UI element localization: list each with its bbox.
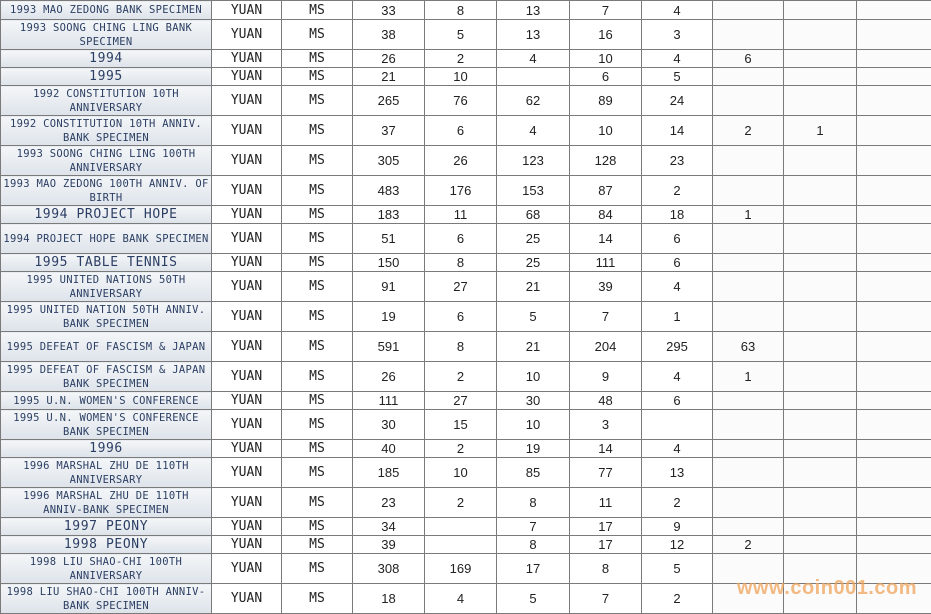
count-cell: 17	[570, 536, 642, 554]
count-cell: 265	[353, 86, 425, 116]
count-cell	[857, 488, 931, 518]
count-cell	[784, 86, 857, 116]
count-cell: 2	[642, 488, 713, 518]
count-cell: 2	[713, 116, 784, 146]
count-cell: 13	[497, 20, 570, 50]
count-cell	[713, 410, 784, 440]
count-cell: 25	[497, 254, 570, 272]
count-cell: 19	[353, 302, 425, 332]
count-cell: 8	[497, 536, 570, 554]
coin-name-cell: 1995 UNITED NATIONS 50TH ANNIVERSARY	[1, 272, 212, 302]
denomination-cell: YUAN	[212, 1, 282, 20]
grade-cell: MS	[282, 224, 353, 254]
count-cell: 295	[642, 332, 713, 362]
count-cell: 8	[425, 332, 497, 362]
grade-cell: MS	[282, 554, 353, 584]
denomination-cell: YUAN	[212, 224, 282, 254]
count-cell	[713, 302, 784, 332]
grade-cell: MS	[282, 68, 353, 86]
count-cell	[497, 68, 570, 86]
table-row	[1, 206, 931, 224]
count-cell: 21	[353, 68, 425, 86]
count-cell	[784, 20, 857, 50]
count-cell: 10	[497, 362, 570, 392]
count-cell: 39	[570, 272, 642, 302]
count-cell: 1	[642, 302, 713, 332]
count-cell: 1	[713, 362, 784, 392]
count-cell: 6	[425, 224, 497, 254]
coin-name-cell: 1996 MARSHAL ZHU DE 110TH ANNIVERSARY	[1, 458, 212, 488]
count-cell	[784, 1, 857, 20]
denomination-cell: YUAN	[212, 20, 282, 50]
denomination-cell: YUAN	[212, 254, 282, 272]
count-cell	[713, 1, 784, 20]
count-cell	[857, 518, 931, 536]
count-cell: 185	[353, 458, 425, 488]
table-row	[1, 518, 931, 536]
count-cell	[784, 458, 857, 488]
coin-name-cell: 1995	[1, 68, 212, 86]
table-row	[1, 536, 931, 554]
count-cell	[857, 362, 931, 392]
count-cell: 5	[497, 302, 570, 332]
count-cell: 8	[570, 554, 642, 584]
coin-name-cell: 1998 LIU SHAO-CHI 100TH ANNIV-BANK SPECIMEN	[1, 584, 212, 614]
table-row	[1, 458, 931, 488]
count-cell: 14	[570, 224, 642, 254]
count-cell: 33	[353, 1, 425, 20]
count-cell	[713, 440, 784, 458]
coin-name-cell: 1998 LIU SHAO-CHI 100TH ANNIVERSARY	[1, 554, 212, 584]
table-row	[1, 362, 931, 392]
count-cell	[784, 440, 857, 458]
count-cell	[784, 302, 857, 332]
count-cell: 305	[353, 146, 425, 176]
count-cell: 51	[353, 224, 425, 254]
count-cell: 10	[425, 68, 497, 86]
count-cell: 2	[425, 440, 497, 458]
count-cell	[784, 332, 857, 362]
denomination-cell: YUAN	[212, 554, 282, 584]
count-cell: 3	[642, 20, 713, 50]
grade-cell: MS	[282, 254, 353, 272]
count-cell: 26	[425, 146, 497, 176]
count-cell: 14	[642, 116, 713, 146]
grade-cell: MS	[282, 1, 353, 20]
count-cell: 6	[713, 50, 784, 68]
grade-cell: MS	[282, 116, 353, 146]
count-cell: 19	[497, 440, 570, 458]
count-cell	[857, 224, 931, 254]
count-cell: 48	[570, 392, 642, 410]
count-cell: 1	[713, 206, 784, 224]
count-cell: 4	[497, 50, 570, 68]
grade-cell: MS	[282, 458, 353, 488]
table-row	[1, 440, 931, 458]
count-cell	[784, 146, 857, 176]
count-cell: 13	[497, 1, 570, 20]
table-row	[1, 20, 931, 50]
grade-cell: MS	[282, 440, 353, 458]
count-cell	[784, 362, 857, 392]
count-cell: 176	[425, 176, 497, 206]
count-cell: 7	[497, 518, 570, 536]
grade-cell: MS	[282, 206, 353, 224]
table-row	[1, 146, 931, 176]
count-cell	[784, 272, 857, 302]
count-cell: 308	[353, 554, 425, 584]
count-cell: 169	[425, 554, 497, 584]
count-cell: 6	[425, 116, 497, 146]
count-cell: 153	[497, 176, 570, 206]
denomination-cell: YUAN	[212, 68, 282, 86]
grade-cell: MS	[282, 20, 353, 50]
count-cell: 21	[497, 272, 570, 302]
grade-cell: MS	[282, 50, 353, 68]
table-row	[1, 488, 931, 518]
coin-name-cell: 1993 SOONG CHING LING BANK SPECIMEN	[1, 20, 212, 50]
table-row	[1, 50, 931, 68]
count-cell	[425, 518, 497, 536]
grade-cell: MS	[282, 146, 353, 176]
count-cell	[857, 50, 931, 68]
count-cell: 27	[425, 392, 497, 410]
grade-cell: MS	[282, 302, 353, 332]
count-cell: 10	[425, 458, 497, 488]
coin-name-cell: 1993 SOONG CHING LING 100TH ANNIVERSARY	[1, 146, 212, 176]
count-cell	[857, 410, 931, 440]
count-cell	[784, 410, 857, 440]
count-cell: 21	[497, 332, 570, 362]
count-cell	[857, 176, 931, 206]
count-cell: 40	[353, 440, 425, 458]
count-cell: 6	[642, 254, 713, 272]
count-cell	[857, 116, 931, 146]
count-cell: 18	[642, 206, 713, 224]
count-cell: 8	[497, 488, 570, 518]
coin-name-cell: 1997 PEONY	[1, 518, 212, 536]
count-cell: 4	[425, 584, 497, 614]
denomination-cell: YUAN	[212, 116, 282, 146]
count-cell: 483	[353, 176, 425, 206]
denomination-cell: YUAN	[212, 410, 282, 440]
grade-cell: MS	[282, 536, 353, 554]
count-cell	[713, 176, 784, 206]
count-cell: 2	[642, 176, 713, 206]
count-cell: 8	[425, 254, 497, 272]
grade-cell: MS	[282, 272, 353, 302]
table-row	[1, 116, 931, 146]
coin-name-cell: 1995 DEFEAT OF FASCISM & JAPAN	[1, 332, 212, 362]
grade-cell: MS	[282, 332, 353, 362]
table-row	[1, 410, 931, 440]
coin-name-cell: 1996	[1, 440, 212, 458]
count-cell: 123	[497, 146, 570, 176]
count-cell: 30	[497, 392, 570, 410]
count-cell: 23	[642, 146, 713, 176]
count-cell: 7	[570, 584, 642, 614]
denomination-cell: YUAN	[212, 332, 282, 362]
count-cell: 111	[353, 392, 425, 410]
count-cell: 4	[497, 116, 570, 146]
coin-name-cell: 1993 MAO ZEDONG 100TH ANNIV. OF BIRTH	[1, 176, 212, 206]
count-cell: 4	[642, 50, 713, 68]
denomination-cell: YUAN	[212, 50, 282, 68]
count-cell: 39	[353, 536, 425, 554]
count-cell: 7	[570, 1, 642, 20]
table-row	[1, 68, 931, 86]
table-row	[1, 272, 931, 302]
count-cell: 5	[497, 584, 570, 614]
count-cell: 9	[570, 362, 642, 392]
count-cell: 204	[570, 332, 642, 362]
table-row	[1, 392, 931, 410]
denomination-cell: YUAN	[212, 518, 282, 536]
count-cell: 17	[497, 554, 570, 584]
count-cell	[857, 254, 931, 272]
coin-name-cell: 1994 PROJECT HOPE BANK SPECIMEN	[1, 224, 212, 254]
count-cell	[713, 518, 784, 536]
count-cell: 34	[353, 518, 425, 536]
count-cell	[784, 176, 857, 206]
grade-cell: MS	[282, 488, 353, 518]
denomination-cell: YUAN	[212, 272, 282, 302]
count-cell	[713, 272, 784, 302]
grade-cell: MS	[282, 518, 353, 536]
coin-name-cell: 1992 CONSTITUTION 10TH ANNIV. BANK SPECIMEN	[1, 116, 212, 146]
coin-name-cell: 1993 MAO ZEDONG BANK SPECIMEN	[1, 1, 212, 20]
count-cell: 87	[570, 176, 642, 206]
count-cell: 5	[642, 554, 713, 584]
coin-name-cell: 1995 UNITED NATION 50TH ANNIV. BANK SPECIMEN	[1, 302, 212, 332]
count-cell	[784, 68, 857, 86]
denomination-cell: YUAN	[212, 458, 282, 488]
denomination-cell: YUAN	[212, 176, 282, 206]
coin-name-cell: 1995 DEFEAT OF FASCISM & JAPAN BANK SPECIMEN	[1, 362, 212, 392]
count-cell: 77	[570, 458, 642, 488]
count-cell	[857, 272, 931, 302]
count-cell: 17	[570, 518, 642, 536]
count-cell: 4	[642, 440, 713, 458]
count-cell: 2	[425, 362, 497, 392]
count-cell	[857, 20, 931, 50]
count-cell: 1	[784, 116, 857, 146]
grade-cell: MS	[282, 362, 353, 392]
count-cell	[713, 224, 784, 254]
count-cell: 3	[570, 410, 642, 440]
denomination-cell: YUAN	[212, 536, 282, 554]
count-cell: 10	[570, 50, 642, 68]
count-cell: 183	[353, 206, 425, 224]
denomination-cell: YUAN	[212, 86, 282, 116]
denomination-cell: YUAN	[212, 440, 282, 458]
count-cell	[713, 20, 784, 50]
count-cell: 10	[497, 410, 570, 440]
count-cell: 13	[642, 458, 713, 488]
count-cell	[857, 332, 931, 362]
count-cell	[784, 488, 857, 518]
count-cell: 62	[497, 86, 570, 116]
count-cell: 12	[642, 536, 713, 554]
count-cell: 4	[642, 272, 713, 302]
coin-name-cell: 1992 CONSTITUTION 10TH ANNIVERSARY	[1, 86, 212, 116]
count-cell	[784, 536, 857, 554]
coin-name-cell: 1995 U.N. WOMEN'S CONFERENCE BANK SPECIMEN	[1, 410, 212, 440]
count-cell: 5	[642, 68, 713, 86]
grade-cell: MS	[282, 584, 353, 614]
count-cell: 26	[353, 50, 425, 68]
count-cell: 76	[425, 86, 497, 116]
count-cell	[857, 1, 931, 20]
count-cell	[713, 146, 784, 176]
count-cell: 27	[425, 272, 497, 302]
grade-cell: MS	[282, 86, 353, 116]
count-cell	[784, 50, 857, 68]
count-cell: 2	[425, 488, 497, 518]
count-cell: 68	[497, 206, 570, 224]
count-cell: 14	[570, 440, 642, 458]
coin-name-cell: 1996 MARSHAL ZHU DE 110TH ANNIV-BANK SPECIMEN	[1, 488, 212, 518]
count-cell: 24	[642, 86, 713, 116]
count-cell: 37	[353, 116, 425, 146]
count-cell: 2	[713, 536, 784, 554]
count-cell	[784, 392, 857, 410]
count-cell: 8	[425, 1, 497, 20]
count-cell: 11	[570, 488, 642, 518]
count-cell	[857, 146, 931, 176]
coin-name-cell: 1994	[1, 50, 212, 68]
count-cell: 84	[570, 206, 642, 224]
denomination-cell: YUAN	[212, 392, 282, 410]
count-cell: 18	[353, 584, 425, 614]
count-cell: 128	[570, 146, 642, 176]
count-cell	[857, 302, 931, 332]
denomination-cell: YUAN	[212, 488, 282, 518]
count-cell	[784, 206, 857, 224]
count-cell: 26	[353, 362, 425, 392]
count-cell	[857, 458, 931, 488]
count-cell	[857, 68, 931, 86]
count-cell: 25	[497, 224, 570, 254]
coin-name-cell: 1998 PEONY	[1, 536, 212, 554]
count-cell: 63	[713, 332, 784, 362]
table-body	[1, 1, 931, 614]
count-cell: 89	[570, 86, 642, 116]
count-cell: 4	[642, 362, 713, 392]
count-cell: 6	[642, 224, 713, 254]
count-cell	[857, 206, 931, 224]
count-cell: 5	[425, 20, 497, 50]
count-cell: 15	[425, 410, 497, 440]
count-cell	[857, 440, 931, 458]
count-cell: 150	[353, 254, 425, 272]
count-cell: 4	[642, 1, 713, 20]
count-cell: 30	[353, 410, 425, 440]
table-row	[1, 1, 931, 20]
count-cell: 11	[425, 206, 497, 224]
count-cell	[713, 86, 784, 116]
count-cell: 38	[353, 20, 425, 50]
coin-name-cell: 1994 PROJECT HOPE	[1, 206, 212, 224]
denomination-cell: YUAN	[212, 146, 282, 176]
count-cell	[713, 254, 784, 272]
denomination-cell: YUAN	[212, 362, 282, 392]
table-row	[1, 302, 931, 332]
count-cell	[713, 488, 784, 518]
count-cell	[642, 410, 713, 440]
count-cell	[784, 254, 857, 272]
count-cell	[713, 392, 784, 410]
count-cell: 6	[570, 68, 642, 86]
table-row	[1, 224, 931, 254]
count-cell	[857, 536, 931, 554]
count-cell	[425, 536, 497, 554]
coin-name-cell: 1995 U.N. WOMEN'S CONFERENCE	[1, 392, 212, 410]
count-cell: 9	[642, 518, 713, 536]
table-row	[1, 176, 931, 206]
count-cell: 2	[642, 584, 713, 614]
grade-cell: MS	[282, 392, 353, 410]
count-cell: 85	[497, 458, 570, 488]
denomination-cell: YUAN	[212, 584, 282, 614]
count-cell	[713, 458, 784, 488]
count-cell: 10	[570, 116, 642, 146]
count-cell	[857, 86, 931, 116]
count-cell	[784, 224, 857, 254]
count-cell: 7	[570, 302, 642, 332]
count-cell: 23	[353, 488, 425, 518]
coin-name-cell: 1995 TABLE TENNIS	[1, 254, 212, 272]
count-cell: 2	[425, 50, 497, 68]
table-row	[1, 86, 931, 116]
count-cell: 6	[642, 392, 713, 410]
count-cell: 6	[425, 302, 497, 332]
count-cell: 591	[353, 332, 425, 362]
grade-cell: MS	[282, 410, 353, 440]
count-cell	[713, 68, 784, 86]
table-row	[1, 254, 931, 272]
grade-cell: MS	[282, 176, 353, 206]
denomination-cell: YUAN	[212, 206, 282, 224]
count-cell: 111	[570, 254, 642, 272]
denomination-cell: YUAN	[212, 302, 282, 332]
count-cell: 91	[353, 272, 425, 302]
count-cell: 16	[570, 20, 642, 50]
count-cell	[784, 518, 857, 536]
site-watermark: www.coin001.com	[736, 577, 917, 599]
count-cell	[857, 392, 931, 410]
table-row	[1, 332, 931, 362]
